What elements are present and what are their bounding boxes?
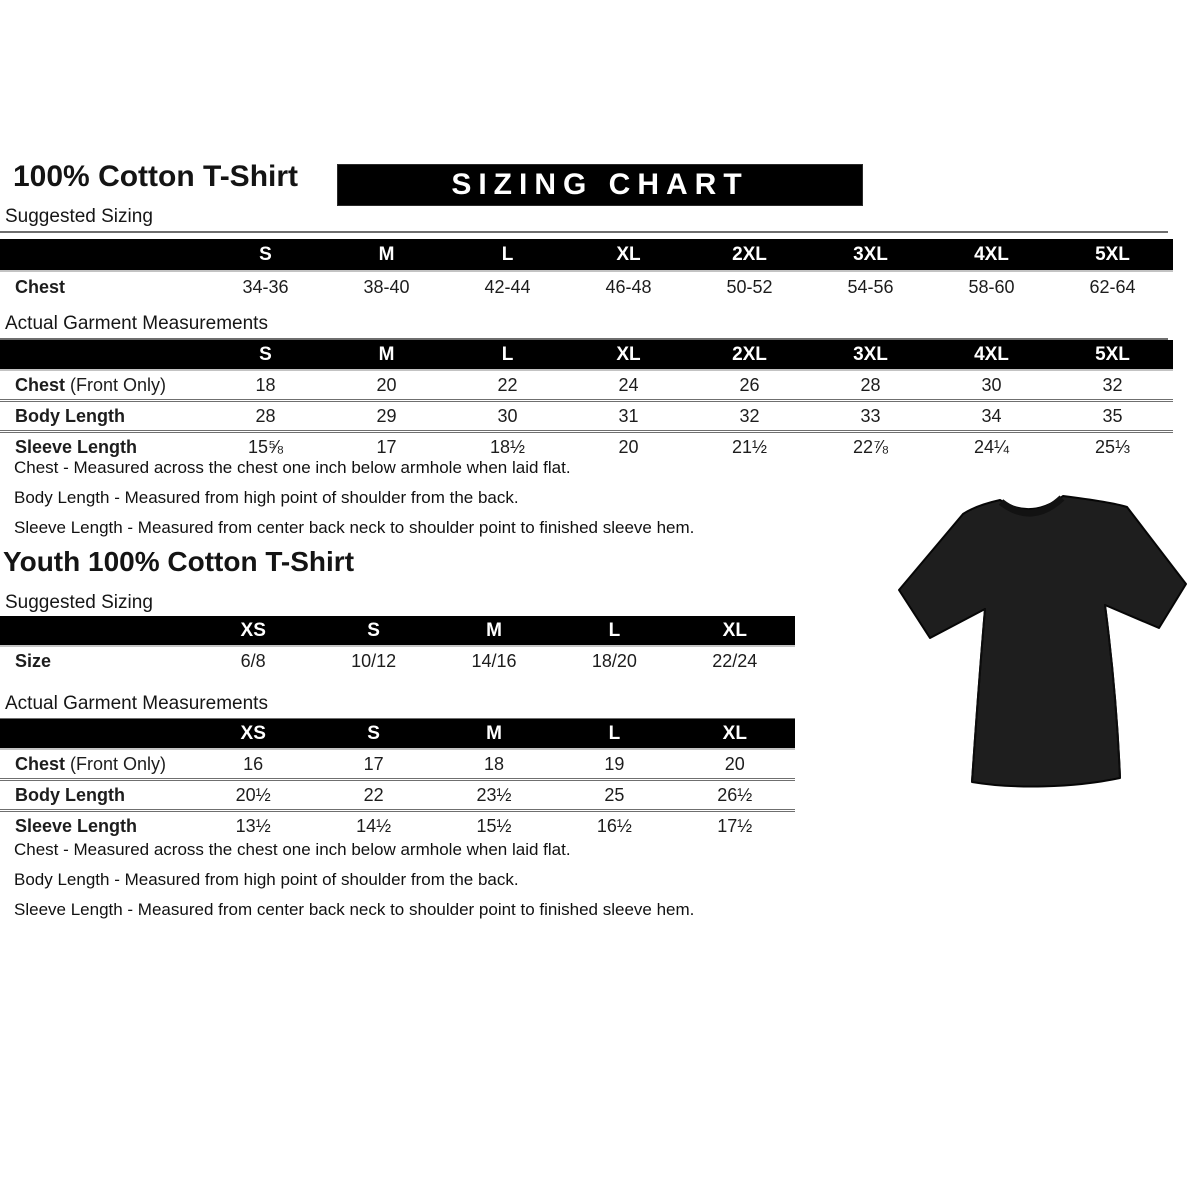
measurement-value: 21½: [731, 436, 768, 457]
column-header: S: [367, 619, 380, 641]
table-row: [0, 809, 795, 840]
measurement-value: 15⅝: [247, 436, 284, 457]
measurement-value: 30: [981, 374, 1002, 395]
size-value: 50-52: [726, 277, 773, 297]
measurement-value: 13½: [235, 815, 271, 836]
youth-measurement-notes: [14, 840, 694, 930]
column-header: XL: [722, 619, 747, 641]
measurement-value: 22⅞: [852, 436, 889, 457]
measurement-value: 20: [618, 436, 639, 457]
measurement-value: 25: [604, 784, 625, 805]
youth-suggested-sizing-table: [0, 616, 795, 676]
measurement-value: 16: [243, 753, 264, 774]
measurement-value: 26: [739, 374, 760, 395]
row-label: Body Length: [15, 405, 125, 426]
column-header: L: [608, 619, 621, 641]
banner-text: SIZING CHART: [451, 168, 749, 201]
column-header: M: [378, 343, 395, 365]
note-chest: Chest - Measured across the chest one inch below armhole when laid flat.: [14, 458, 571, 477]
measurement-value: 18: [255, 374, 276, 395]
column-header: 5XL: [1095, 243, 1130, 265]
adult-measurement-notes: [14, 458, 694, 548]
measurement-value: 18: [483, 753, 504, 774]
row-label: Chest: [15, 277, 66, 297]
measurement-value: 29: [376, 405, 397, 426]
column-header: S: [367, 722, 380, 744]
measurement-value: 20: [376, 374, 397, 395]
measurement-value: 20: [724, 753, 745, 774]
youth-measurements-label: Actual Garment Measurements: [0, 693, 795, 720]
row-label: Sleeve Length: [15, 815, 138, 836]
note-body-length: Body Length - Measured from high point of shoulder from the back.: [14, 870, 519, 889]
column-header: XL: [722, 722, 747, 744]
measurement-value: 15½: [476, 815, 512, 836]
size-value: 42-44: [484, 277, 531, 297]
youth-measurements-table: [0, 719, 795, 840]
column-header: L: [608, 722, 621, 744]
size-value: 54-56: [847, 277, 894, 297]
size-value: 34-36: [242, 277, 289, 297]
row-label: Chest (Front Only): [15, 753, 167, 774]
size-value: 14/16: [471, 651, 517, 671]
size-value: 38-40: [363, 277, 410, 297]
size-value: 6/8: [240, 651, 266, 671]
size-value: 58-60: [968, 277, 1015, 297]
column-header: 3XL: [853, 343, 888, 365]
size-value: 62-64: [1089, 277, 1136, 297]
youth-suggested-sizing-label: Suggested Sizing: [0, 592, 795, 619]
adult-measurements-table: [0, 340, 1173, 461]
table-header-row: [0, 340, 1173, 369]
row-label: Sleeve Length: [15, 436, 138, 457]
measurement-value: 18½: [489, 436, 526, 457]
column-header: XS: [240, 619, 266, 641]
column-header: L: [501, 243, 514, 265]
note-body-length: Body Length - Measured from high point of shoulder from the back.: [14, 488, 519, 507]
column-header: M: [378, 243, 395, 265]
youth-section-title: Youth 100% Cotton T-Shirt: [3, 546, 355, 577]
measurement-value: 28: [860, 374, 881, 395]
measurement-value: 23½: [476, 784, 512, 805]
measurement-value: 31: [618, 405, 639, 426]
measurement-value: 35: [1102, 405, 1123, 426]
measurement-value: 28: [255, 405, 276, 426]
column-header: 5XL: [1095, 343, 1130, 365]
measurement-value: 26½: [717, 784, 753, 805]
column-header: M: [486, 722, 502, 744]
measurement-value: 30: [497, 405, 518, 426]
column-header: 4XL: [974, 243, 1009, 265]
column-header: M: [486, 619, 502, 641]
table-row: [0, 369, 1173, 399]
measurement-value: 34: [981, 405, 1002, 426]
note-sleeve-length: Sleeve Length - Measured from center back neck to shoulder point to finished sleeve hem.: [14, 900, 695, 919]
table-row: [0, 399, 1173, 430]
page-title: 100% Cotton T-Shirt: [13, 160, 299, 193]
black-tshirt-image: [893, 476, 1198, 811]
note-sleeve-length: Sleeve Length - Measured from center back neck to shoulder point to finished sleeve hem.: [14, 518, 695, 537]
column-header: L: [501, 343, 514, 365]
measurement-value: 19: [604, 753, 625, 774]
note-chest: Chest - Measured across the chest one inch below armhole when laid flat.: [14, 840, 571, 859]
column-header: S: [259, 343, 272, 365]
measurement-value: 32: [739, 405, 760, 426]
measurement-value: 25⅓: [1094, 436, 1131, 457]
table-row: [0, 645, 795, 676]
measurement-value: 24: [618, 374, 639, 395]
table-row: [0, 270, 1173, 303]
row-label: Chest (Front Only): [15, 374, 167, 395]
column-header: 2XL: [732, 243, 767, 265]
table-row: [0, 748, 795, 778]
sizing-chart-banner: [338, 165, 862, 205]
measurement-value: 14½: [356, 815, 392, 836]
measurement-value: 33: [860, 405, 881, 426]
measurement-value: 20½: [235, 784, 271, 805]
size-value: 18/20: [591, 651, 637, 671]
adult-measurements-label: Actual Garment Measurements: [0, 313, 1168, 340]
column-header: S: [259, 243, 272, 265]
table-header-row: [0, 616, 795, 645]
measurement-value: 32: [1102, 374, 1123, 395]
table-header-row: [0, 719, 795, 748]
size-value: 46-48: [605, 277, 652, 297]
measurement-value: 22: [497, 374, 518, 395]
column-header: XL: [616, 343, 641, 365]
column-header: XS: [240, 722, 266, 744]
measurement-value: 22: [363, 784, 384, 805]
adult-suggested-sizing-label: Suggested Sizing: [0, 206, 1168, 233]
table-row: [0, 778, 795, 809]
adult-suggested-sizing-table: [0, 239, 1173, 303]
row-label: Body Length: [15, 784, 125, 805]
measurement-value: 16½: [596, 815, 632, 836]
measurement-value: 24¼: [973, 436, 1010, 457]
size-value: 10/12: [351, 651, 397, 671]
measurement-value: 17: [376, 436, 397, 457]
table-header-row: [0, 239, 1173, 270]
column-header: XL: [616, 243, 641, 265]
measurement-value: 17½: [717, 815, 753, 836]
row-label: Size: [15, 651, 52, 671]
size-value: 22/24: [712, 651, 758, 671]
column-header: 3XL: [853, 243, 888, 265]
table-row: [0, 430, 1173, 461]
column-header: 2XL: [732, 343, 767, 365]
measurement-value: 17: [363, 753, 384, 774]
column-header: 4XL: [974, 343, 1009, 365]
